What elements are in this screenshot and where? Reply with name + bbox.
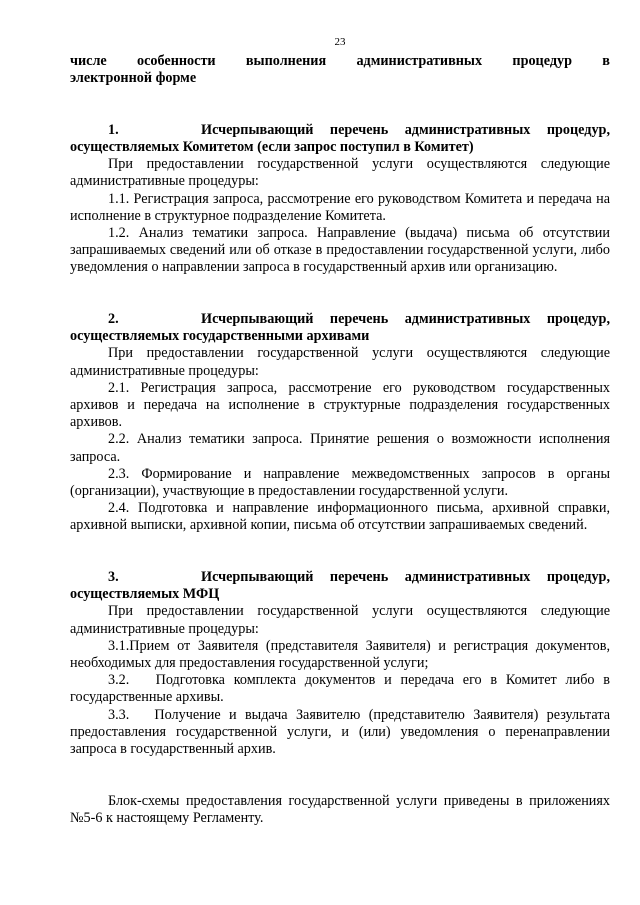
- section-2-heading: 2. Исчерпывающий перечень административных процедур, осуществляемых государственными архивами: [70, 310, 610, 345]
- section-1-paragraph: При предоставлении государственной услуги осуществляются следующие административные процедуры:: [70, 156, 610, 190]
- intro-word: процедур: [512, 53, 572, 69]
- intro-word: административных: [356, 53, 483, 69]
- document-body: [70, 53, 610, 827]
- intro-word: особенности: [137, 53, 216, 69]
- section-2-paragraph: 2.3. Формирование и направление межведомственных запросов в органы (организации), участвующие в предоставлении государственной услуги.: [70, 465, 610, 500]
- section-2-paragraph: 2.2. Анализ тематики запроса. Принятие решения о возможности исполнения запроса.: [70, 431, 610, 465]
- section-1-paragraph: 1.1. Регистрация запроса, рассмотрение его руководством Комитета и передача на исполнение в структурное подразделение Комитета.: [70, 190, 610, 224]
- page-number: 23: [334, 36, 346, 48]
- section-2-paragraph: 2.1. Регистрация запроса, рассмотрение его руководством государственных архивов и передача на исполнение в структурные подразделения государственных архивов.: [70, 379, 610, 431]
- closing-paragraph: Блок-схемы предоставления государственной услуги приведены в приложениях №5-6 к настоящему Регламенту.: [70, 792, 610, 826]
- section-3-paragraph: 3.3. Получение и выдача Заявителю (представителю Заявителя) результата предоставления государственной услуги, и (или) уведомления о перенаправлении запроса в государственный архив.: [70, 706, 610, 758]
- intro-line-1: [70, 53, 610, 70]
- intro-word: в: [602, 53, 610, 69]
- intro-word: выполнения: [245, 53, 327, 69]
- intro-word: числе: [70, 53, 107, 69]
- section-3-paragraph: При предоставлении государственной услуги осуществляются следующие административные процедуры:: [70, 603, 610, 637]
- section-3-paragraph: 3.1.Прием от Заявителя (представителя Заявителя) и регистрация документов, необходимых для предоставления государственной услуги;: [70, 637, 610, 672]
- section-1-heading: 1. Исчерпывающий перечень административных процедур, осуществляемых Комитетом (если запрос поступил в Комитет): [70, 121, 610, 155]
- section-2-paragraph: При предоставлении государственной услуги осуществляются следующие административные процедуры:: [70, 345, 610, 379]
- section-3-heading: 3. Исчерпывающий перечень административных процедур, осуществляемых МФЦ: [70, 569, 610, 603]
- section-1-paragraph: 1.2. Анализ тематики запроса. Направление (выдача) письма об отсутствии запрашиваемых сведений или об отказе в предоставлении государственной услуги, либо уведомления о направлении запроса в государственный архив или организацию.: [70, 225, 610, 276]
- intro-line-2: электронной форме: [70, 70, 197, 87]
- section-3-paragraph: 3.2. Подготовка комплекта документов и передача его в Комитет либо в государственные архивы.: [70, 672, 610, 706]
- section-2-paragraph: 2.4. Подготовка и направление информационного письма, архивной справки, архивной выписки, архивной копии, письма об отсутствии запрашиваемых сведений.: [70, 500, 610, 534]
